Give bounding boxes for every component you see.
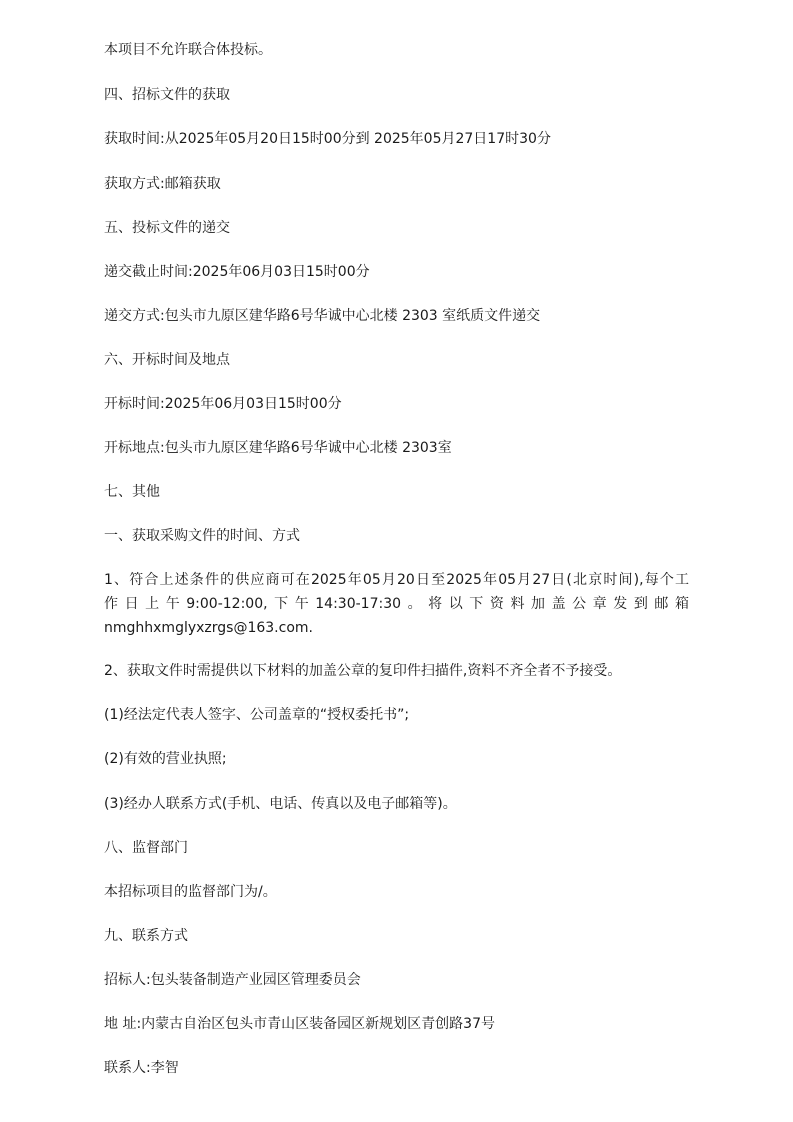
- section-8-title: 八、监督部门: [104, 840, 188, 856]
- submission-deadline: 递交截止时间:2025年06月03日15时00分: [104, 264, 370, 280]
- address: 地 址:内蒙古自治区包头市青山区装备园区新规划区青创路37号: [104, 1016, 495, 1032]
- tenderer: 招标人:包头装备制造产业园区管理委员会: [104, 972, 361, 988]
- material-1: (1)经法定代表人签字、公司盖章的“授权委托书”;: [104, 707, 410, 723]
- section-4-title: 四、招标文件的获取: [104, 87, 230, 103]
- opening-time: 开标时间:2025年06月03日15时00分: [104, 396, 342, 412]
- submission-method: 递交方式:包头市九原区建华路6号华诚中心北楼 2303 室纸质文件递交: [104, 308, 541, 324]
- supervision-dept: 本招标项目的监督部门为/。: [104, 884, 277, 900]
- item-1-line-2: 作日上午9:00-12:00,下午14:30-17:30。将以下资料加盖公章发到邮箱: [104, 596, 689, 612]
- acquisition-method: 获取方式:邮箱获取: [104, 176, 221, 192]
- section-7-title: 七、其他: [104, 484, 160, 500]
- contact-person: 联系人:李智: [104, 1060, 179, 1076]
- section-9-title: 九、联系方式: [104, 928, 188, 944]
- section-5-title: 五、投标文件的递交: [104, 220, 230, 236]
- item-1-email: nmghhxmglyxzrgs@163.com.: [104, 620, 313, 636]
- section-7-subtitle: 一、获取采购文件的时间、方式: [104, 528, 300, 544]
- item-1-paragraph: [104, 568, 689, 640]
- consortium-notice: 本项目不允许联合体投标。: [104, 42, 272, 58]
- item-1-line-1: 1、符合上述条件的供应商可在2025年05月20日至2025年05月27日(北京时间),每个工: [104, 572, 689, 588]
- opening-place: 开标地点:包头市九原区建华路6号华诚中心北楼 2303室: [104, 440, 452, 456]
- material-3: (3)经办人联系方式(手机、电话、传真以及电子邮箱等)。: [104, 796, 457, 812]
- acquisition-time: 获取时间:从2025年05月20日15时00分到 2025年05月27日17时30分: [104, 131, 551, 147]
- section-6-title: 六、开标时间及地点: [104, 352, 230, 368]
- item-2: 2、获取文件时需提供以下材料的加盖公章的复印件扫描件,资料不齐全者不予接受。: [104, 663, 622, 679]
- material-2: (2)有效的营业执照;: [104, 751, 227, 767]
